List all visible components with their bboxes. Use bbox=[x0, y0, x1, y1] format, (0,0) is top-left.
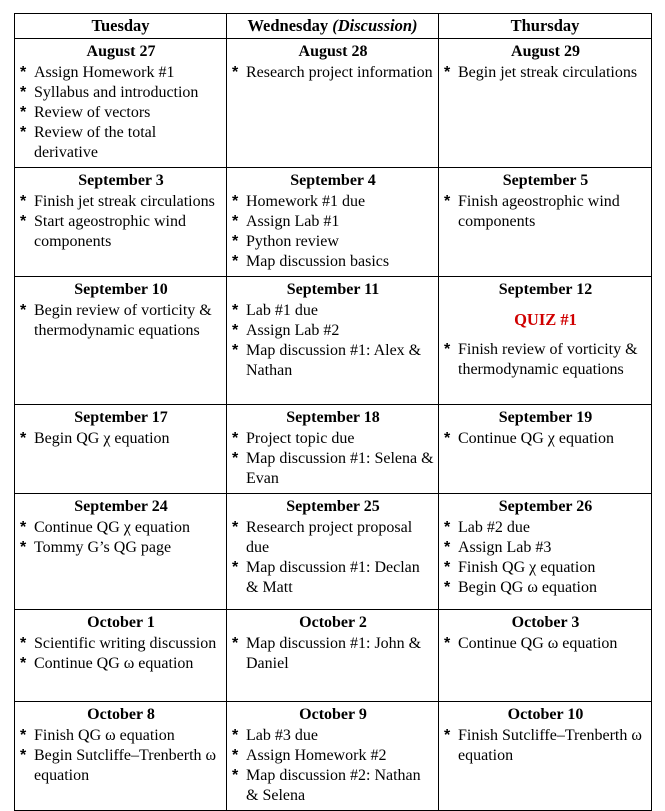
date-heading: September 12 bbox=[498, 281, 593, 298]
bullet-star-icon: * bbox=[232, 519, 239, 536]
agenda-list bbox=[232, 726, 434, 806]
date-heading: September 4 bbox=[290, 172, 376, 189]
bullet-star-icon: * bbox=[232, 430, 239, 447]
agenda-item-text: Finish Sutcliffe–Trenberth ω equation bbox=[458, 727, 642, 764]
agenda-list bbox=[232, 518, 434, 598]
day-cell-tue bbox=[15, 610, 227, 702]
week-row bbox=[15, 494, 652, 610]
agenda-item-text: Review of vectors bbox=[34, 104, 151, 121]
header-wednesday-label: Wednesday bbox=[247, 16, 329, 35]
date-heading: September 5 bbox=[502, 172, 589, 189]
bullet-star-icon: * bbox=[20, 84, 27, 101]
agenda-item bbox=[20, 192, 222, 212]
agenda-item bbox=[20, 301, 222, 341]
date-heading: August 29 bbox=[511, 43, 580, 60]
agenda-list bbox=[232, 634, 434, 674]
bullet-star-icon: * bbox=[444, 341, 451, 358]
header-tuesday bbox=[15, 14, 227, 39]
date-heading: August 27 bbox=[86, 43, 156, 60]
bullet-star-icon: * bbox=[20, 727, 27, 744]
date-heading: October 3 bbox=[511, 614, 580, 631]
agenda-list bbox=[232, 429, 434, 489]
agenda-item bbox=[20, 518, 222, 538]
bullet-star-icon: * bbox=[232, 64, 239, 81]
agenda-item-text: Start ageostrophic wind components bbox=[34, 213, 186, 250]
day-cell-thu bbox=[439, 702, 652, 811]
agenda-list bbox=[20, 429, 222, 449]
bullet-star-icon: * bbox=[444, 579, 451, 596]
bullet-star-icon: * bbox=[444, 193, 451, 210]
agenda-item bbox=[20, 746, 222, 786]
date-heading: September 10 bbox=[74, 281, 168, 298]
bullet-star-icon: * bbox=[444, 635, 451, 652]
day-cell-thu bbox=[439, 494, 652, 610]
week-row bbox=[15, 610, 652, 702]
header-thursday bbox=[439, 14, 652, 39]
agenda-item-text: Python review bbox=[246, 233, 339, 250]
bullet-star-icon: * bbox=[232, 747, 239, 764]
agenda-item-text: Tommy G’s QG page bbox=[34, 539, 172, 556]
agenda-item bbox=[232, 726, 434, 746]
agenda-list bbox=[444, 63, 647, 83]
bullet-star-icon: * bbox=[20, 539, 27, 556]
bullet-star-icon: * bbox=[232, 342, 239, 359]
date-heading: October 10 bbox=[507, 706, 584, 723]
bullet-star-icon: * bbox=[444, 430, 451, 447]
agenda-item bbox=[444, 578, 647, 598]
bullet-star-icon: * bbox=[232, 302, 239, 319]
agenda-item bbox=[444, 63, 647, 83]
date-heading: September 25 bbox=[286, 498, 380, 515]
week-row bbox=[15, 277, 652, 405]
agenda-item-text: Continue QG χ equation bbox=[458, 430, 614, 447]
agenda-item-text: Review of the total derivative bbox=[34, 124, 157, 161]
agenda-item bbox=[232, 252, 434, 272]
agenda-item-text: Homework #1 due bbox=[246, 193, 366, 210]
agenda-item bbox=[232, 429, 434, 449]
agenda-item bbox=[232, 558, 434, 598]
day-cell-tue bbox=[15, 405, 227, 494]
quiz-label: QUIZ #1 bbox=[514, 310, 577, 329]
bullet-star-icon: * bbox=[20, 635, 27, 652]
date-heading: September 11 bbox=[286, 281, 380, 298]
bullet-star-icon: * bbox=[444, 727, 451, 744]
agenda-item-text: Research project information bbox=[246, 64, 433, 81]
day-cell-wed bbox=[227, 39, 439, 168]
bullet-star-icon: * bbox=[232, 559, 239, 576]
date-heading: September 18 bbox=[286, 409, 380, 426]
agenda-list bbox=[444, 518, 647, 598]
day-cell-thu bbox=[439, 277, 652, 405]
day-cell-thu bbox=[439, 610, 652, 702]
bullet-star-icon: * bbox=[232, 450, 239, 467]
agenda-item-text: Lab #1 due bbox=[246, 302, 318, 319]
agenda-item bbox=[232, 518, 434, 558]
agenda-item-text: Begin jet streak circulations bbox=[458, 64, 638, 81]
header-wednesday-note: (Discussion) bbox=[332, 16, 418, 35]
bullet-star-icon: * bbox=[20, 213, 27, 230]
agenda-item bbox=[20, 63, 222, 83]
agenda-item bbox=[20, 212, 222, 252]
agenda-item-text: Begin review of vorticity & thermodynamic equations bbox=[34, 302, 212, 339]
agenda-item bbox=[232, 301, 434, 321]
agenda-list bbox=[444, 340, 647, 380]
week-row bbox=[15, 168, 652, 277]
agenda-item bbox=[444, 192, 647, 232]
agenda-item-text: Map discussion basics bbox=[246, 253, 390, 270]
agenda-item-text: Lab #3 due bbox=[246, 727, 318, 744]
day-cell-tue bbox=[15, 494, 227, 610]
date-heading: August 28 bbox=[298, 43, 368, 60]
agenda-item-text: Continue QG ω equation bbox=[34, 655, 194, 672]
bullet-star-icon: * bbox=[20, 302, 27, 319]
day-cell-wed bbox=[227, 494, 439, 610]
agenda-list bbox=[20, 634, 222, 674]
agenda-item-text: Lab #2 due bbox=[458, 519, 530, 536]
agenda-item-text: Assign Lab #1 bbox=[246, 213, 340, 230]
bullet-star-icon: * bbox=[444, 519, 451, 536]
bullet-star-icon: * bbox=[232, 727, 239, 744]
bullet-star-icon: * bbox=[20, 655, 27, 672]
bullet-star-icon: * bbox=[232, 233, 239, 250]
date-heading: October 1 bbox=[87, 614, 155, 631]
agenda-item-text: Continue QG ω equation bbox=[458, 635, 618, 652]
agenda-list bbox=[20, 63, 222, 163]
bullet-star-icon: * bbox=[20, 193, 27, 210]
bullet-star-icon: * bbox=[20, 104, 27, 121]
agenda-item-text: Scientific writing discussion bbox=[34, 635, 217, 652]
agenda-item-text: Map discussion #2: Nathan & Selena bbox=[246, 767, 421, 804]
bullet-star-icon: * bbox=[20, 430, 27, 447]
bullet-star-icon: * bbox=[232, 767, 239, 784]
agenda-item bbox=[444, 558, 647, 578]
agenda-list bbox=[20, 726, 222, 786]
agenda-item-text: Research project proposal due bbox=[246, 519, 413, 556]
bullet-star-icon: * bbox=[232, 253, 239, 270]
bullet-star-icon: * bbox=[444, 64, 451, 81]
week-row bbox=[15, 39, 652, 168]
agenda-item-text: Map discussion #1: Declan & Matt bbox=[246, 559, 420, 596]
date-heading: September 19 bbox=[498, 409, 593, 426]
agenda-list bbox=[20, 518, 222, 558]
agenda-list bbox=[444, 192, 647, 232]
agenda-item bbox=[444, 726, 647, 766]
day-cell-wed bbox=[227, 610, 439, 702]
day-cell-wed bbox=[227, 168, 439, 277]
agenda-item-text: Finish ageostrophic wind components bbox=[458, 193, 620, 230]
date-heading: September 3 bbox=[78, 172, 164, 189]
agenda-item-text: Assign Homework #2 bbox=[246, 747, 387, 764]
agenda-item-text: Begin QG ω equation bbox=[458, 579, 597, 596]
header-wednesday bbox=[227, 14, 439, 39]
agenda-item bbox=[20, 654, 222, 674]
header-thursday-label: Thursday bbox=[510, 16, 580, 35]
schedule-body bbox=[15, 39, 652, 811]
agenda-item bbox=[232, 321, 434, 341]
day-cell-thu bbox=[439, 168, 652, 277]
agenda-item bbox=[20, 103, 222, 123]
agenda-item-text: Syllabus and introduction bbox=[34, 84, 199, 101]
agenda-item bbox=[232, 192, 434, 212]
agenda-item bbox=[20, 123, 222, 163]
day-cell-wed bbox=[227, 277, 439, 405]
agenda-item-text: Project topic due bbox=[246, 430, 355, 447]
agenda-list bbox=[232, 63, 434, 83]
agenda-item-text: Assign Lab #3 bbox=[458, 539, 552, 556]
agenda-list bbox=[232, 192, 434, 272]
date-heading: September 24 bbox=[74, 498, 168, 515]
agenda-item bbox=[232, 766, 434, 806]
agenda-item bbox=[20, 538, 222, 558]
agenda-list bbox=[20, 192, 222, 252]
bullet-star-icon: * bbox=[444, 539, 451, 556]
day-cell-thu bbox=[439, 405, 652, 494]
agenda-list bbox=[444, 429, 647, 449]
agenda-item bbox=[232, 746, 434, 766]
agenda-item bbox=[232, 232, 434, 252]
date-heading: October 2 bbox=[299, 614, 367, 631]
agenda-item bbox=[20, 83, 222, 103]
header-row bbox=[15, 14, 652, 39]
agenda-item-text: Assign Lab #2 bbox=[246, 322, 340, 339]
date-heading: September 17 bbox=[74, 409, 168, 426]
agenda-list bbox=[20, 301, 222, 341]
bullet-star-icon: * bbox=[232, 635, 239, 652]
day-cell-wed bbox=[227, 702, 439, 811]
header-tuesday-label: Tuesday bbox=[91, 16, 150, 35]
day-cell-thu bbox=[439, 39, 652, 168]
day-cell-tue bbox=[15, 39, 227, 168]
agenda-item-text: Finish QG χ equation bbox=[458, 559, 596, 576]
agenda-item bbox=[20, 634, 222, 654]
agenda-list bbox=[444, 726, 647, 766]
bullet-star-icon: * bbox=[444, 559, 451, 576]
agenda-list bbox=[444, 634, 647, 654]
agenda-item bbox=[232, 634, 434, 674]
agenda-item-text: Finish jet streak circulations bbox=[34, 193, 215, 210]
agenda-item bbox=[20, 429, 222, 449]
day-cell-wed bbox=[227, 405, 439, 494]
date-heading: September 26 bbox=[498, 498, 593, 515]
agenda-item bbox=[232, 449, 434, 489]
agenda-item-text: Assign Homework #1 bbox=[34, 64, 175, 81]
agenda-item bbox=[232, 341, 434, 381]
agenda-item-text: Begin Sutcliffe–Trenberth ω equation bbox=[34, 747, 217, 784]
bullet-star-icon: * bbox=[20, 747, 27, 764]
bullet-star-icon: * bbox=[20, 64, 27, 81]
bullet-star-icon: * bbox=[20, 519, 27, 536]
week-row bbox=[15, 405, 652, 494]
agenda-item bbox=[20, 726, 222, 746]
agenda-item bbox=[444, 340, 647, 380]
date-heading: October 9 bbox=[299, 706, 367, 723]
agenda-item bbox=[444, 518, 647, 538]
agenda-item-text: Map discussion #1: Alex & Nathan bbox=[246, 342, 422, 379]
agenda-item bbox=[444, 634, 647, 654]
agenda-item bbox=[232, 63, 434, 83]
week-row bbox=[15, 702, 652, 811]
agenda-item bbox=[232, 212, 434, 232]
agenda-item-text: Continue QG χ equation bbox=[34, 519, 190, 536]
agenda-item-text: Map discussion #1: John & Daniel bbox=[246, 635, 422, 672]
course-schedule-table bbox=[14, 13, 652, 811]
bullet-star-icon: * bbox=[232, 193, 239, 210]
agenda-item bbox=[444, 538, 647, 558]
bullet-star-icon: * bbox=[232, 213, 239, 230]
day-cell-tue bbox=[15, 277, 227, 405]
agenda-list bbox=[232, 301, 434, 381]
bullet-star-icon: * bbox=[232, 322, 239, 339]
agenda-item-text: Begin QG χ equation bbox=[34, 430, 170, 447]
agenda-item-text: Finish review of vorticity & thermodynamic equations bbox=[458, 341, 638, 378]
bullet-star-icon: * bbox=[20, 124, 27, 141]
agenda-item bbox=[444, 429, 647, 449]
date-heading: October 8 bbox=[87, 706, 155, 723]
day-cell-tue bbox=[15, 702, 227, 811]
day-cell-tue bbox=[15, 168, 227, 277]
agenda-item-text: Map discussion #1: Selena & Evan bbox=[246, 450, 434, 487]
agenda-item-text: Finish QG ω equation bbox=[34, 727, 175, 744]
